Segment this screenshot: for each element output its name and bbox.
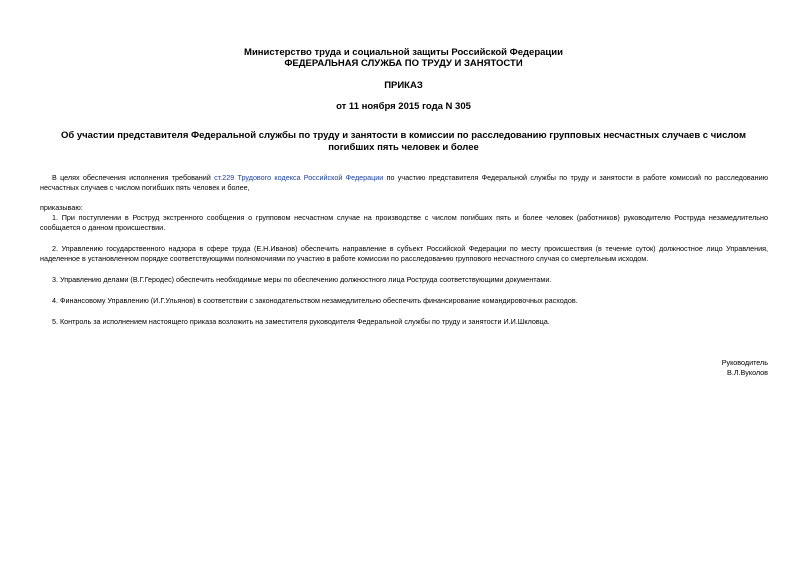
item-1 — [40, 213, 768, 233]
item-5 — [40, 317, 768, 327]
preamble — [40, 173, 768, 193]
order-word: приказываю: — [40, 203, 83, 212]
list-item: 2. Управлению государственного надзора в сфере труда (Е.Н.Иванов) обеспечить направление в субъект Российской Федерации по месту происшествия (в течение суток) должностное лицо Управления, наделенное в установленном порядке соответствующими полномочиями по участию в работе комиссии по расследованию группового несчастного случая со смертельным исходом. — [40, 244, 768, 263]
document-title: Об участии представителя Федеральной службы по труду и занятости в комиссии по расследованию групповых несчастных случаев с числом погибших пять человек и более — [60, 130, 746, 153]
labor-code-link[interactable]: ст.229 Трудового кодекса Российской Федерации — [214, 173, 384, 182]
ministry-name: Министерство труда и социальной защиты Российской Федерации — [244, 47, 563, 58]
preamble-text-before: В целях обеспечения исполнения требований — [52, 173, 215, 182]
document-date-number: от 11 ноября 2015 года N 305 — [336, 101, 471, 112]
item-2 — [40, 244, 768, 264]
preamble-text-after: по участию представителя Федеральной службы по труду и занятости в работе комиссий по расследованию несчастных случаев с числом погибших пять человек и более, — [40, 173, 768, 192]
list-item: 3. Управлению делами (В.Г.Геродес) обеспечить необходимые меры по обеспечению должностного лица Роструда соответствующими документами. — [52, 275, 552, 284]
list-item: 5. Контроль за исполнением настоящего приказа возложить на заместителя руководителя Федеральной службы по труду и занятости И.И.Шкловца. — [52, 317, 550, 326]
item-4 — [40, 296, 768, 306]
preamble-paragraph — [40, 173, 768, 193]
document-type: ПРИКАЗ — [384, 80, 423, 91]
list-item: 4. Финансовому Управлению (И.Г.Ульянов) в соответствии с законодательством незамедлительно обеспечить финансирование командировочных расходов. — [52, 296, 578, 305]
list-item: 1. При поступлении в Роструд экстренного сообщения о групповом несчастном случае на производстве с числом погибших пять и более человек (работников) руководителю Роструда незамедлительно сообщается о данном происшествии. — [40, 213, 768, 232]
item-3 — [40, 275, 768, 285]
signature-position: Руководитель — [721, 358, 768, 367]
service-name: ФЕДЕРАЛЬНАЯ СЛУЖБА ПО ТРУДУ И ЗАНЯТОСТИ — [284, 58, 523, 69]
signature-name: В.Л.Вуколов — [727, 368, 768, 377]
